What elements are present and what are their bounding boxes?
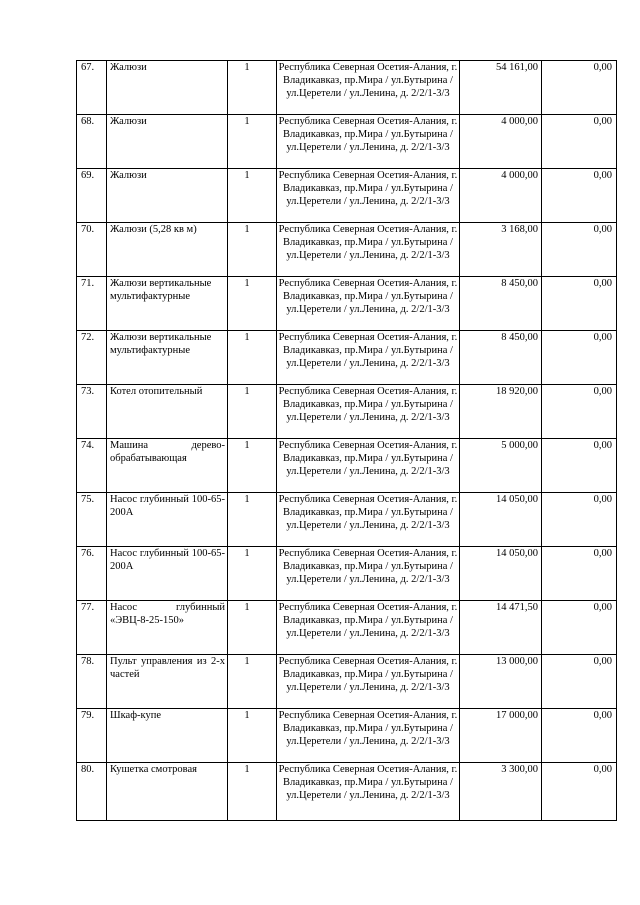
row-number: 76. [77, 547, 107, 601]
row-number: 71. [77, 277, 107, 331]
item-address: Республика Северная Осетия-Алания, г. Владикавказ, пр.Мира / ул.Бутырина / ул.Церетели / ул.Ленина, д. 2/2/1-3/3 [277, 439, 460, 493]
row-number: 78. [77, 655, 107, 709]
item-name: Жалюзи вертикальные мультифактурные [107, 277, 228, 331]
item-name: Кушетка смотровая [107, 763, 228, 821]
property-table [76, 60, 617, 821]
item-quantity: 1 [228, 61, 277, 115]
item-quantity: 1 [228, 223, 277, 277]
item-depreciation: 0,00 [542, 709, 617, 763]
item-name: Пульт управления из 2-х частей [107, 655, 228, 709]
row-number: 68. [77, 115, 107, 169]
item-name: Котел отопительный [107, 385, 228, 439]
item-name: Жалюзи вертикальные мультифактурные [107, 331, 228, 385]
item-address: Республика Северная Осетия-Алания, г. Владикавказ, пр.Мира / ул.Бутырина / ул.Церетели / ул.Ленина, д. 2/2/1-3/3 [277, 331, 460, 385]
item-quantity: 1 [228, 547, 277, 601]
item-depreciation: 0,00 [542, 439, 617, 493]
item-cost: 3 168,00 [460, 223, 542, 277]
item-quantity: 1 [228, 763, 277, 821]
item-address: Республика Северная Осетия-Алания, г. Владикавказ, пр.Мира / ул.Бутырина / ул.Церетели / ул.Ленина, д. 2/2/1-3/3 [277, 115, 460, 169]
item-address: Республика Северная Осетия-Алания, г. Владикавказ, пр.Мира / ул.Бутырина / ул.Церетели / ул.Ленина, д. 2/2/1-3/3 [277, 277, 460, 331]
table-row [77, 277, 617, 331]
table-row [77, 223, 617, 277]
table-row [77, 385, 617, 439]
table-row [77, 169, 617, 223]
row-number: 74. [77, 439, 107, 493]
item-address: Республика Северная Осетия-Алания, г. Владикавказ, пр.Мира / ул.Бутырина / ул.Церетели / ул.Ленина, д. 2/2/1-3/3 [277, 385, 460, 439]
row-number: 70. [77, 223, 107, 277]
item-depreciation: 0,00 [542, 223, 617, 277]
item-cost: 8 450,00 [460, 277, 542, 331]
item-depreciation: 0,00 [542, 331, 617, 385]
table-row [77, 61, 617, 115]
item-name: Насос глубинный 100-65-200А [107, 547, 228, 601]
item-address: Республика Северная Осетия-Алания, г. Владикавказ, пр.Мира / ул.Бутырина / ул.Церетели / ул.Ленина, д. 2/2/1-3/3 [277, 61, 460, 115]
table-row [77, 331, 617, 385]
item-cost: 14 050,00 [460, 493, 542, 547]
item-depreciation: 0,00 [542, 655, 617, 709]
table-row [77, 439, 617, 493]
item-quantity: 1 [228, 277, 277, 331]
item-name: Жалюзи [107, 61, 228, 115]
item-name: Шкаф-купе [107, 709, 228, 763]
item-quantity: 1 [228, 493, 277, 547]
item-name: Насос глубинный 100-65-200А [107, 493, 228, 547]
table-row [77, 709, 617, 763]
item-cost: 17 000,00 [460, 709, 542, 763]
item-depreciation: 0,00 [542, 385, 617, 439]
item-quantity: 1 [228, 439, 277, 493]
item-quantity: 1 [228, 331, 277, 385]
item-depreciation: 0,00 [542, 763, 617, 821]
row-number: 79. [77, 709, 107, 763]
item-name: Насос глубинный «ЭВЦ-8-25-150» [107, 601, 228, 655]
item-quantity: 1 [228, 709, 277, 763]
item-cost: 3 300,00 [460, 763, 542, 821]
row-number: 77. [77, 601, 107, 655]
item-quantity: 1 [228, 601, 277, 655]
item-depreciation: 0,00 [542, 169, 617, 223]
table-row [77, 115, 617, 169]
table-row [77, 493, 617, 547]
item-address: Республика Северная Осетия-Алания, г. Владикавказ, пр.Мира / ул.Бутырина / ул.Церетели / ул.Ленина, д. 2/2/1-3/3 [277, 493, 460, 547]
item-address: Республика Северная Осетия-Алания, г. Владикавказ, пр.Мира / ул.Бутырина / ул.Церетели / ул.Ленина, д. 2/2/1-3/3 [277, 601, 460, 655]
item-quantity: 1 [228, 655, 277, 709]
item-address: Республика Северная Осетия-Алания, г. Владикавказ, пр.Мира / ул.Бутырина / ул.Церетели / ул.Ленина, д. 2/2/1-3/3 [277, 223, 460, 277]
item-quantity: 1 [228, 385, 277, 439]
item-cost: 4 000,00 [460, 115, 542, 169]
item-cost: 54 161,00 [460, 61, 542, 115]
item-address: Республика Северная Осетия-Алания, г. Владикавказ, пр.Мира / ул.Бутырина / ул.Церетели / ул.Ленина, д. 2/2/1-3/3 [277, 763, 460, 821]
item-cost: 18 920,00 [460, 385, 542, 439]
table-row [77, 547, 617, 601]
item-cost: 13 000,00 [460, 655, 542, 709]
item-name: Жалюзи [107, 115, 228, 169]
item-name: Машина дерево-обрабатывающая [107, 439, 228, 493]
item-depreciation: 0,00 [542, 115, 617, 169]
item-name: Жалюзи [107, 169, 228, 223]
item-depreciation: 0,00 [542, 277, 617, 331]
item-cost: 8 450,00 [460, 331, 542, 385]
item-address: Республика Северная Осетия-Алания, г. Владикавказ, пр.Мира / ул.Бутырина / ул.Церетели / ул.Ленина, д. 2/2/1-3/3 [277, 547, 460, 601]
item-cost: 14 471,50 [460, 601, 542, 655]
row-number: 73. [77, 385, 107, 439]
row-number: 80. [77, 763, 107, 821]
item-quantity: 1 [228, 169, 277, 223]
item-address: Республика Северная Осетия-Алания, г. Владикавказ, пр.Мира / ул.Бутырина / ул.Церетели / ул.Ленина, д. 2/2/1-3/3 [277, 709, 460, 763]
item-cost: 5 000,00 [460, 439, 542, 493]
table-row [77, 655, 617, 709]
item-cost: 14 050,00 [460, 547, 542, 601]
row-number: 72. [77, 331, 107, 385]
item-quantity: 1 [228, 115, 277, 169]
item-address: Республика Северная Осетия-Алания, г. Владикавказ, пр.Мира / ул.Бутырина / ул.Церетели / ул.Ленина, д. 2/2/1-3/3 [277, 169, 460, 223]
item-address: Республика Северная Осетия-Алания, г. Владикавказ, пр.Мира / ул.Бутырина / ул.Церетели / ул.Ленина, д. 2/2/1-3/3 [277, 655, 460, 709]
item-cost: 4 000,00 [460, 169, 542, 223]
row-number: 67. [77, 61, 107, 115]
item-name: Жалюзи (5,28 кв м) [107, 223, 228, 277]
row-number: 75. [77, 493, 107, 547]
table-row [77, 763, 617, 821]
item-depreciation: 0,00 [542, 601, 617, 655]
item-depreciation: 0,00 [542, 493, 617, 547]
item-depreciation: 0,00 [542, 61, 617, 115]
table-row [77, 601, 617, 655]
item-depreciation: 0,00 [542, 547, 617, 601]
row-number: 69. [77, 169, 107, 223]
